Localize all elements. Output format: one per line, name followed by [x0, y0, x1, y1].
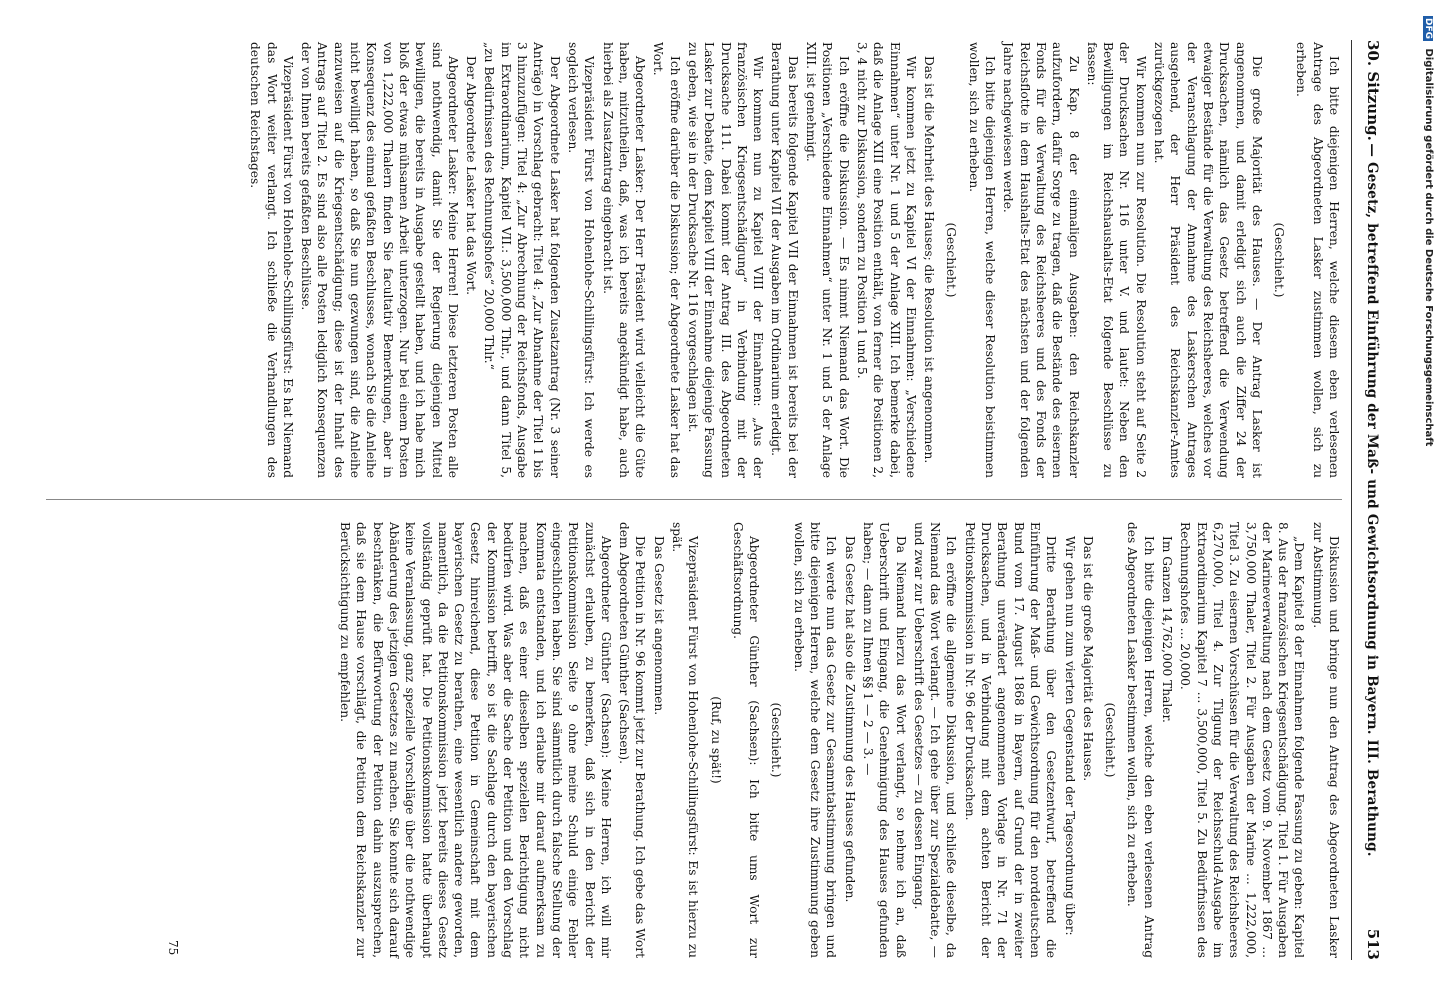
- paragraph: Dritte Berathung über den Gesetzentwurf, betreffend die Einführung der Maß- und Gewichtsordnung für den norddeutschen Bund vom 17. August 1868 in Bayern, auf Grund der in zweiter Berathung unverändert angenommenen Vorlage in Nr. 71 der Drucksachen, und in Verbindung mit dem achten Bericht der Petitionskommission in Nr. 96 der Drucksachen.: [962, 522, 1059, 958]
- stage-direction: (Geschieht.): [944, 222, 959, 298]
- session-label: 30. Sitzung.: [1364, 40, 1382, 141]
- stage-direction: (Geschieht.): [769, 702, 784, 778]
- running-title: — Gesetz, betreffend Einführung der Maß- und Gewichtsordnung in Bayern. III. Berathung.: [1364, 143, 1380, 857]
- scanned-page: [0, 20, 1396, 980]
- paragraph: Vizepräsident Fürst von Hohenlohe-Schillingsfürst: Es hat Niemand das Wort weiter verlangt. Ich schließe die Verhandlungen des deutschen Reichstages.: [248, 42, 295, 478]
- left-column: [46, 42, 1342, 478]
- paragraph: Wir kommen nun zu Kapitel VIII der Einnahmen: „Aus der französischen Kriegsentschädigung“ in Verbindung mit der Drucksache 111. Dabei kommt der Antrag III. des Abgeordneten Lasker zur Debatte, dem Kapitel VIII der Einnahme diejenige Fassung zu geben, wie sie in der Drucksache Nr. 116 vorgeschlagen ist.: [686, 42, 766, 478]
- paragraph: Das Gesetz ist angenommen.: [651, 536, 666, 716]
- paragraph: Ich eröffne die allgemeine Diskussion, und schließe dieselbe, da Niemand das Wort verlangt. — Ich gehe über zur Spezialdebatte, — und zwar zur Ueberschrift des Gesetzes — zu dessen Eingang.: [911, 522, 959, 958]
- dfg-logo: DFG: [1423, 18, 1433, 40]
- paragraph: Wir gehen nun zum vierten Gegenstand der Tagesordnung über:: [1062, 536, 1077, 936]
- column-divider: [46, 499, 1342, 500]
- stage-direction: (Geschieht.): [1272, 222, 1287, 298]
- paragraph: Im Ganzen 14,762,000 Thaler.: [1160, 536, 1175, 723]
- paragraph: Das Gesetz hat also die Zustimmung des Hauses gefunden.: [842, 536, 857, 903]
- stage-direction: (Geschieht.): [1103, 702, 1118, 778]
- paragraph: Ich werde nun das Gesetz zur Gesammtabstimmung bringen und bitte diejenigen Herren, welche dem Gesetz ihre Zustimmung geben wollen, sich zu erheben.: [791, 522, 839, 958]
- paragraph: Abgeordneter Lasker: Der Herr Präsident wird vielleicht die Güte haben, mitzutheilen, daß, was ich bereits angekündigt habe, auch hierbei als Zusatzantrag eingebracht ist.: [600, 42, 648, 478]
- sheet-number: 75: [166, 940, 180, 956]
- paragraph: Da Niemand hierzu das Wort verlangt, so nehme ich an, daß Ueberschrift und Eingang, die Genehmigung des Hauses gefunden haben; — dann zu Ihnen §§ 1 — 2 — 3. —: [860, 522, 908, 958]
- right-column: [46, 522, 1342, 958]
- paragraph: Diskussion und bringe nun den Antrag des Abgeordneten Lasker zur Abstimmung.: [1310, 522, 1341, 958]
- paragraph: Ich bitte diejenigen Herren, welche diesem eben verlesenen Antrage des Abgeordneten Lasker zustimmen wollen, sich zu erheben.: [1294, 42, 1341, 478]
- paragraph: Das bereits folgende Kapitel VII der Einnahmen ist bereits bei der Berathung unter Kapitel VII der Ausgaben im Ordinarium erledigt.: [769, 42, 800, 478]
- paragraph: Der Abgeordnete Lasker hat das Wort.: [464, 56, 479, 295]
- paragraph: Zu Kap. 8 der einmaligen Ausgaben: den Reichskanzler aufzufordern, dafür Sorge zu tragen, daß die Bestände des eisernen Fonds für die Verwaltung des Reichsheeres und des Fonds der Reichsflotte in dem Haushalts-Etat des nächsten und der folgenden Jahre nachgewiesen werde.: [1001, 42, 1081, 478]
- paragraph: „Dem Kapitel 8 der Einnahmen folgende Fassung zu geben: Kapitel 8. Aus der französischen Kriegsentschädigung. Titel 1. Für Ausgaben der Marineverwaltung nach dem Gesetz vom 9. November 1867 ... 3,750,000 Thaler, Titel 2. Für Ausgaben der Marine ... 1,222,000, Titel 3. Zu eisernen Vorschüssen für die Verwaltung des Reichsheeres 6,270,000, Titel 4. Zur Tilgung der Reichsschuld-Ausgabe im Extraordinarium Kapitel 7 ... 3,500,000, Titel 5. Zu Bedürfnissen des Rechnungshofes ... 20,000.: [1178, 522, 1307, 958]
- paragraph: Ich bitte diejenigen Herren, welche den eben verlesenen Antrag des Abgeordneten Lasker bestimmen wollen, sich zu erheben.: [1125, 522, 1156, 958]
- paragraph: Wir kommen jetzt zu Kapitel VI der Einnahmen: „Verschiedene Einnahmen“ unter Nr. 1 und 5 der Anlage XIII. Ich bemerke dabei, daß die Anlage XIII eine Position enthält, von ferner die Positionen 2, 3, 4 nicht zur Diskussion, sondern zu Position 1 und 5.: [854, 42, 918, 478]
- paragraph: Die große Majorität des Hauses. — Der Antrag Lasker ist angenommen, und damit erledigt sich auch die Ziffer 24 der Drucksachen, nämlich das Gesetz betreffend die Verwendung etwaiger Bestände für die Verwaltung des Reichsheeres, welches vor der Veranschlagung der Annahme des Laskerschen Antrages ausgehend, der Herr Präsident des Reichskanzler-Amtes zurückgezogen hat.: [1152, 42, 1264, 478]
- digitization-text: Digitalisierung gefördert durch die Deutsche Forschungsgemeinschaft: [1423, 48, 1434, 447]
- header-rule: [1351, 40, 1352, 960]
- paragraph: Vizepräsident Fürst von Hohenlohe-Schillingsfürst: Ich werde es sogleich verlesen.: [565, 42, 597, 478]
- stage-direction: (Ruf, zu spät!): [708, 696, 723, 784]
- page-number: 513: [1364, 928, 1382, 960]
- paragraph: Ich bitte diejenigen Herren, welche dieser Resolution beistimmen wollen, sich zu erheben.: [966, 42, 998, 478]
- paragraph: Das ist die Mehrheit des Hauses; die Resolution ist angenommen.: [922, 56, 937, 464]
- paragraph: Vizepräsident Fürst von Hohenlohe-Schillingsfürst: Es ist hierzu zu spät.: [670, 522, 701, 958]
- paragraph: Das ist die große Majorität des Hauses.: [1080, 536, 1095, 782]
- paragraph: Abgeordneter Günther (Sachsen): Ich bitte ums Wort zur Geschäftsordnung.: [730, 522, 762, 958]
- digitization-notice: [1418, 16, 1434, 984]
- paragraph: Der Abgeordnete Lasker hat folgenden Zusatzantrag (Nr. 3 seiner Anträge) in Vorschlag gebracht: Titel 4: „Zur Abnahme der Titel 1 bis 3 hinzuzufügen: Titel 4: „Zur Abrechnung der Reichsfonds, Ausgabe im Extraordinarium, Kapitel VII.: 3,500,000 Thlr., und dann Titel 5, „zu Bedürfnissen des Rechnungshofes“ 20,000 Thlr.“: [482, 42, 562, 478]
- paragraph: Wir kommen nun zur Resolution. Die Resolution steht auf Seite 2 der Drucksachen Nr. 116 unter V. und lautet: Neben den Bewilligungen im Reichshaushalts-Etat folgende Beschlüsse zu fassen:: [1084, 42, 1148, 478]
- paragraph: Ich eröffne darüber die Diskussion; der Abgeordnete Lasker hat das Wort.: [651, 42, 682, 478]
- paragraph: Die Petition in Nr. 96 kommt jetzt zur Berathung. Ich gebe das Wort dem Abgeordneten Günther (Sachsen).: [617, 522, 648, 958]
- page-header: [1348, 40, 1382, 960]
- paragraph: Abgeordneter Günther (Sachsen): Meine Herren, ich will mir zunächst erlauben, zu bemerken, daß sich in den Bericht der Petitionskommission Seite 9 ohne meine Schuld einige Fehler eingeschlichen haben. Sie sind sämmtlich durch falsche Stellung der Kommata entstanden, und ich erlaube mir darauf aufmerksam zu machen, daß es einer dieselben speziellen Berichtigung nicht bedürfen wird. Was aber die Sache der Petition und den Vorschlag der Kommission betrifft, so ist die Sachlage durch den bayerischen Gesetz hinreichend, diese Petition in Gemeinschaft mit dem bayerischen Gesetz zu berathen, eine wesentlich andere geworden, namentlich, da die Petitionskommission jetzt bereits dieses Gesetz vollständig geprüft hat. Die Petitionskommission hatte überhaupt keine Veranlassung, ganz spezielle Vorschläge über die nothwendige Abänderung des jetzigen Gesetzes zu machen. Sie konnte sich darauf beschränken, die Befürwortung der Petition dahin auszusprechen, daß sie dem Hause vorschlägt, die Petition dem Reichskanzler zur Berücksichtigung zu empfehlen.: [338, 522, 613, 958]
- paragraph: Abgeordneter Lasker: Meine Herren! Diese letzteren Posten alle sind nothwendig, damit Sie der Regierung diejenigen Mittel bewilligen, die bereits in Ausgabe gestellt haben, und ich habe mich bloß der etwas mühsamen Arbeit unterzogen. Nur bei einem Posten von 1,222,000 Thalern finden Sie facultativ Bemerkungen, aber in Konsequenz des einmal gefaßten Beschlusses, wonach Sie die Anleihe nicht bewilligt haben, so daß Sie nun gezwungen sind, die Anleihe anzuweisen auf die Kriegsentschädigung; diese ist der Inhalt des Antrags auf Titel 2. Es sind also alle Posten lediglich Konsequenzen der von Ihnen bereits gefaßten Beschlüsse.: [299, 42, 460, 478]
- paragraph: Ich eröffne die Diskussion. — Es nimmt Niemand das Wort. Die Positionen „Verschiedene Einnahmen“ unter Nr. 1 und 5 der Anlage XIII. ist genehmigt.: [804, 42, 851, 478]
